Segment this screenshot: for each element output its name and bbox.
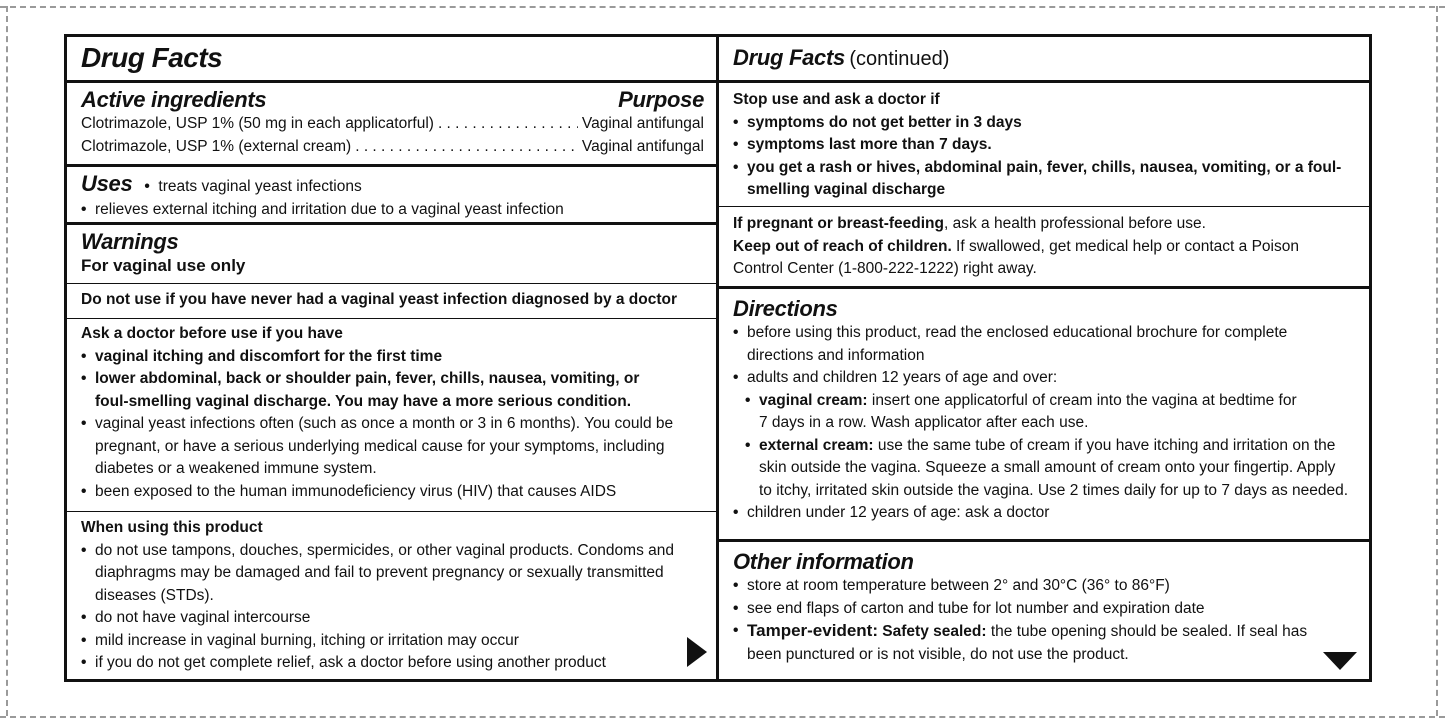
list-item: • do not have vaginal intercourse — [81, 609, 311, 626]
triangle-down-icon — [1323, 652, 1357, 670]
poison-control-text: Control Center (1-800-222-1222) right away. — [733, 260, 1037, 277]
divider — [67, 283, 716, 284]
list-item: • do not use tampons, douches, spermicides, or other vaginal products. Condoms and diaphragms may be damaged and fail to prevent pregnancy or sexually transmitted diseases (STDs). — [81, 541, 674, 604]
drug-facts-panel-right — [716, 34, 1372, 682]
continued-label: (continued) — [849, 48, 950, 70]
directions-heading: Directions — [733, 296, 838, 321]
ask-doctor-section — [67, 323, 716, 503]
warnings-heading: Warnings — [81, 229, 179, 254]
list-item: • children under 12 years of age: ask a doctor — [733, 504, 1050, 521]
pregnancy-section — [719, 213, 1369, 281]
dashed-border-bottom — [0, 716, 1445, 718]
list-item: • relieves external itching and irritation due to a vaginal yeast infection — [81, 200, 564, 218]
divider — [719, 539, 1369, 542]
list-item: • adults and children 12 years of age and over: — [733, 369, 1058, 386]
list-item: • lower abdominal, back or shoulder pain, fever, chills, nausea, vomiting, or foul-smelling vaginal discharge. You may have a more serious condition. — [81, 370, 640, 410]
drug-facts-title: Drug Facts — [733, 45, 845, 70]
list-item: • symptoms last more than 7 days. — [733, 136, 992, 153]
divider — [67, 318, 716, 319]
divider — [719, 206, 1369, 207]
drug-facts-title-block — [67, 41, 716, 75]
stop-use-section — [719, 89, 1369, 202]
do-not-use-text: Do not use if you have never had a vaginal yeast infection diagnosed by a doctor — [81, 291, 678, 308]
warnings-section — [67, 229, 716, 278]
active-ingredients-heading: Active ingredients — [81, 87, 267, 112]
triangle-right-icon — [687, 637, 707, 667]
vaginal-use-only: For vaginal use only — [81, 256, 246, 275]
ingredient-purpose: Vaginal antifungal — [581, 115, 704, 132]
uses-section — [67, 171, 716, 221]
ingredient-row — [81, 136, 704, 159]
list-item: • vaginal cream: insert one applicatorful of cream into the vagina at bedtime for 7 days in a row. Wash applicator after each use. — [745, 391, 1297, 431]
divider — [67, 222, 716, 225]
uses-heading: Uses — [81, 171, 133, 196]
other-information-section — [719, 549, 1369, 666]
ask-doctor-heading: Ask a doctor before use if you have — [81, 325, 343, 342]
list-item: • mild increase in vaginal burning, itching or irritation may occur — [81, 631, 519, 649]
list-item: • you get a rash or hives, abdominal pain, fever, chills, nausea, vomiting, or a foul- smelling vaginal discharge — [733, 158, 1342, 198]
keep-out-text: Keep out of reach of children. If swallowed, get medical help or contact a Poison — [733, 237, 1299, 255]
ingredient-row — [81, 113, 704, 136]
drug-facts-continued-title-block — [719, 45, 1369, 71]
divider — [67, 80, 716, 83]
list-item: • see end flaps of carton and tube for lot number and expiration date — [733, 599, 1205, 617]
list-item: • vaginal itching and discomfort for the first time — [81, 347, 443, 365]
list-item: • vaginal yeast infections often (such as once a month or 3 in 6 months). You could be pregnant, or have a serious underlying medical cause for your symptoms, including diabetes or a weakened immune system. — [81, 415, 674, 477]
do-not-use-section — [67, 289, 716, 312]
dot-leader — [355, 136, 578, 159]
purpose-heading: Purpose — [618, 87, 704, 112]
list-item: • symptoms do not get better in 3 days — [733, 113, 1022, 131]
ingredient-name: Clotrimazole, USP 1% (external cream) — [81, 137, 352, 155]
drug-facts-panel-left — [64, 34, 719, 682]
active-ingredients-section — [67, 87, 716, 158]
dot-leader — [438, 113, 578, 136]
other-information-heading: Other information — [733, 549, 914, 574]
stop-use-heading: Stop use and ask a doctor if — [733, 91, 940, 108]
when-using-section — [67, 517, 716, 675]
ingredient-purpose: Vaginal antifungal — [581, 137, 704, 155]
pregnancy-text: If pregnant or breast-feeding, ask a health professional before use. — [733, 215, 1206, 232]
list-item: • external cream: use the same tube of cream if you have itching and irritation on the skin outside the vagina. Squeeze a small amount of cream onto your fingertip. Apply to itchy, irritated skin outside the vagina. Use 2 times daily for up to 7 days as needed. — [745, 436, 1349, 499]
dashed-border-top — [0, 6, 1445, 8]
divider — [719, 286, 1369, 289]
list-item: • treats vaginal yeast infections — [144, 178, 362, 195]
divider — [719, 80, 1369, 83]
list-item: • before using this product, read the enclosed educational brochure for complete directions and information — [733, 324, 1288, 364]
list-item: • if you do not get complete relief, ask a doctor before using another product — [81, 654, 606, 671]
ingredient-name: Clotrimazole, USP 1% (50 mg in each applicatorful) — [81, 115, 434, 132]
dashed-border-left — [6, 6, 8, 716]
when-using-heading: When using this product — [81, 519, 263, 536]
list-item: • Tamper-evident: Safety sealed: the tube opening should be sealed. If seal has been punctured or is not visible, do not use the product. — [733, 621, 1308, 663]
list-item: • been exposed to the human immunodeficiency virus (HIV) that causes AIDS — [81, 482, 617, 500]
list-item: • store at room temperature between 2° and 30°C (36° to 86°F) — [733, 577, 1170, 594]
directions-section — [719, 296, 1369, 525]
dashed-border-right — [1436, 6, 1438, 716]
divider — [67, 164, 716, 167]
divider — [67, 511, 716, 512]
drug-facts-title: Drug Facts — [81, 42, 223, 73]
